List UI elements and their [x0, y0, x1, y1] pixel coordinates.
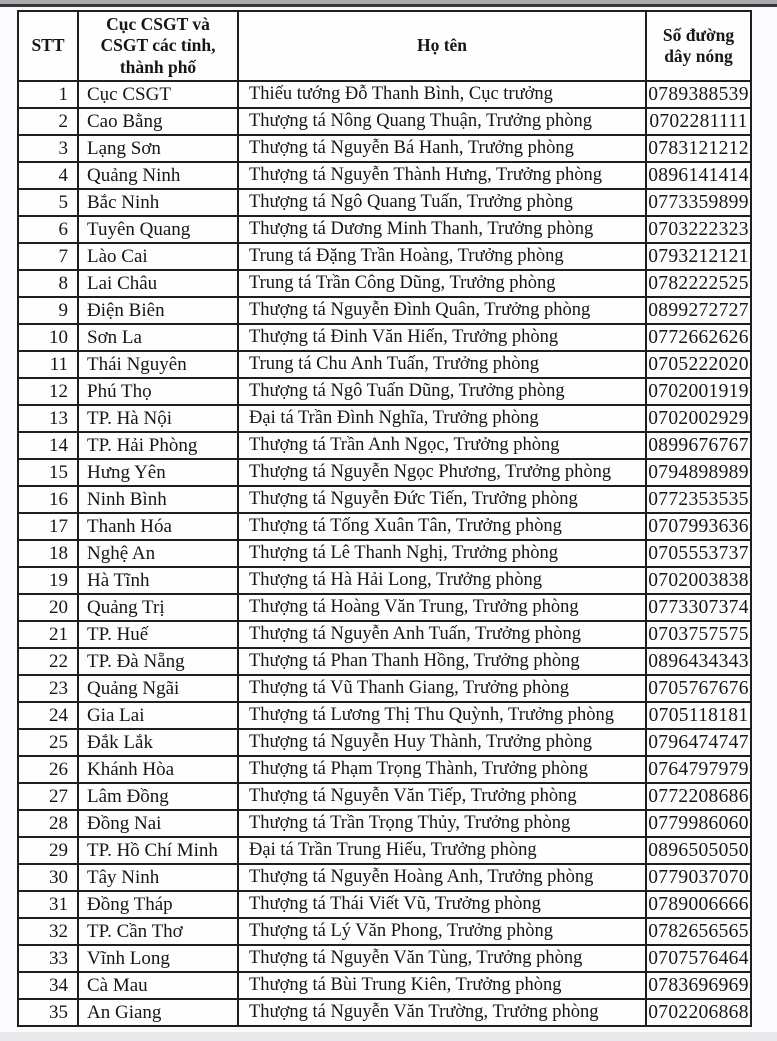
row-stt: 11 [18, 351, 78, 378]
row-unit: Lâm Đồng [78, 783, 238, 810]
table-row [18, 216, 751, 243]
row-name: Thượng tá Nguyễn Anh Tuấn, Trưởng phòng [238, 621, 646, 648]
row-hotline: 0772353535 [646, 486, 751, 513]
table-row [18, 540, 751, 567]
row-name: Thượng tá Nguyễn Văn Trường, Trưởng phòng [238, 999, 646, 1026]
row-stt: 35 [18, 999, 78, 1026]
table-row [18, 108, 751, 135]
row-unit: Thái Nguyên [78, 351, 238, 378]
table-row [18, 972, 751, 999]
header-name: Họ tên [238, 11, 646, 81]
row-name: Thượng tá Trần Trọng Thủy, Trưởng phòng [238, 810, 646, 837]
row-unit: Nghệ An [78, 540, 238, 567]
row-hotline: 0789006666 [646, 891, 751, 918]
row-stt: 2 [18, 108, 78, 135]
row-name: Thượng tá Ngô Quang Tuấn, Trưởng phòng [238, 189, 646, 216]
table-row [18, 405, 751, 432]
row-hotline: 0702001919 [646, 378, 751, 405]
row-hotline: 0705222020 [646, 351, 751, 378]
row-unit: Cao Bằng [78, 108, 238, 135]
row-name: Thượng tá Đinh Văn Hiến, Trưởng phòng [238, 324, 646, 351]
row-hotline: 0782656565 [646, 918, 751, 945]
row-stt: 15 [18, 459, 78, 486]
row-unit: Tây Ninh [78, 864, 238, 891]
table-row [18, 810, 751, 837]
table-row [18, 837, 751, 864]
row-stt: 34 [18, 972, 78, 999]
row-name: Thượng tá Bùi Trung Kiên, Trưởng phòng [238, 972, 646, 999]
row-hotline: 0896141414 [646, 162, 751, 189]
row-stt: 22 [18, 648, 78, 675]
table-row [18, 918, 751, 945]
row-hotline: 0772208686 [646, 783, 751, 810]
table-row [18, 513, 751, 540]
row-name: Thượng tá Nguyễn Hoàng Anh, Trưởng phòng [238, 864, 646, 891]
row-name: Thiếu tướng Đỗ Thanh Bình, Cục trưởng [238, 81, 646, 108]
row-stt: 27 [18, 783, 78, 810]
table-row [18, 162, 751, 189]
row-unit: Thanh Hóa [78, 513, 238, 540]
row-unit: Gia Lai [78, 702, 238, 729]
row-unit: Tuyên Quang [78, 216, 238, 243]
table-row [18, 459, 751, 486]
row-unit: Quảng Ninh [78, 162, 238, 189]
table-header-row [18, 11, 751, 81]
table-row [18, 783, 751, 810]
row-stt: 24 [18, 702, 78, 729]
row-hotline: 0789388539 [646, 81, 751, 108]
row-name: Thượng tá Nguyễn Ngọc Phương, Trưởng phòng [238, 459, 646, 486]
row-unit: Đắk Lắk [78, 729, 238, 756]
row-stt: 33 [18, 945, 78, 972]
row-name: Thượng tá Nguyễn Huy Thành, Trưởng phòng [238, 729, 646, 756]
row-hotline: 0896434343 [646, 648, 751, 675]
row-stt: 9 [18, 297, 78, 324]
row-name: Thượng tá Lý Văn Phong, Trưởng phòng [238, 918, 646, 945]
table-row [18, 324, 751, 351]
row-hotline: 0707993636 [646, 513, 751, 540]
row-name: Thượng tá Hoàng Văn Trung, Trưởng phòng [238, 594, 646, 621]
row-stt: 23 [18, 675, 78, 702]
row-hotline: 0764797979 [646, 756, 751, 783]
row-name: Thượng tá Thái Viết Vũ, Trưởng phòng [238, 891, 646, 918]
table-row [18, 675, 751, 702]
row-hotline: 0773359899 [646, 189, 751, 216]
table-row [18, 486, 751, 513]
row-name: Thượng tá Nguyễn Văn Tiếp, Trưởng phòng [238, 783, 646, 810]
row-name: Trung tá Trần Công Dũng, Trưởng phòng [238, 270, 646, 297]
row-hotline: 0772662626 [646, 324, 751, 351]
row-hotline: 0782222525 [646, 270, 751, 297]
table-row [18, 135, 751, 162]
row-hotline: 0779037070 [646, 864, 751, 891]
row-hotline: 0896505050 [646, 837, 751, 864]
row-hotline: 0899676767 [646, 432, 751, 459]
row-name: Thượng tá Nông Quang Thuận, Trưởng phòng [238, 108, 646, 135]
row-stt: 19 [18, 567, 78, 594]
row-stt: 18 [18, 540, 78, 567]
table-body [18, 81, 751, 1026]
table-row [18, 648, 751, 675]
row-unit: Lai Châu [78, 270, 238, 297]
row-stt: 30 [18, 864, 78, 891]
row-hotline: 0899272727 [646, 297, 751, 324]
row-unit: Hà Tĩnh [78, 567, 238, 594]
row-hotline: 0702206868 [646, 999, 751, 1026]
row-unit: Lạng Sơn [78, 135, 238, 162]
table-row [18, 351, 751, 378]
row-unit: TP. Hồ Chí Minh [78, 837, 238, 864]
row-hotline: 0773307374 [646, 594, 751, 621]
table-row [18, 270, 751, 297]
table-row [18, 594, 751, 621]
row-stt: 20 [18, 594, 78, 621]
row-name: Thượng tá Lương Thị Thu Quỳnh, Trưởng phòng [238, 702, 646, 729]
row-stt: 29 [18, 837, 78, 864]
row-stt: 26 [18, 756, 78, 783]
row-name: Thượng tá Phan Thanh Hồng, Trưởng phòng [238, 648, 646, 675]
row-unit: Quảng Ngãi [78, 675, 238, 702]
row-hotline: 0796474747 [646, 729, 751, 756]
row-unit: TP. Hải Phòng [78, 432, 238, 459]
row-unit: TP. Cần Thơ [78, 918, 238, 945]
row-stt: 13 [18, 405, 78, 432]
row-unit: Hưng Yên [78, 459, 238, 486]
row-name: Thượng tá Tống Xuân Tân, Trưởng phòng [238, 513, 646, 540]
row-hotline: 0705553737 [646, 540, 751, 567]
table-row [18, 621, 751, 648]
row-name: Thượng tá Nguyễn Đức Tiến, Trưởng phòng [238, 486, 646, 513]
row-hotline: 0702281111 [646, 108, 751, 135]
row-stt: 6 [18, 216, 78, 243]
table-row [18, 189, 751, 216]
row-name: Trung tá Chu Anh Tuấn, Trưởng phòng [238, 351, 646, 378]
row-name: Trung tá Đặng Trần Hoàng, Trưởng phòng [238, 243, 646, 270]
row-name: Thượng tá Vũ Thanh Giang, Trưởng phòng [238, 675, 646, 702]
scan-edge-bottom [0, 1032, 777, 1041]
row-stt: 16 [18, 486, 78, 513]
row-unit: Ninh Bình [78, 486, 238, 513]
scan-edge-top-dark [0, 4, 777, 7]
row-name: Thượng tá Nguyễn Thành Hưng, Trưởng phòng [238, 162, 646, 189]
table-row [18, 432, 751, 459]
row-name: Thượng tá Nguyễn Bá Hanh, Trưởng phòng [238, 135, 646, 162]
row-unit: Phú Thọ [78, 378, 238, 405]
row-unit: An Giang [78, 999, 238, 1026]
row-unit: TP. Huế [78, 621, 238, 648]
row-hotline: 0779986060 [646, 810, 751, 837]
row-hotline: 0705118181 [646, 702, 751, 729]
row-hotline: 0793212121 [646, 243, 751, 270]
row-hotline: 0702002929 [646, 405, 751, 432]
row-stt: 17 [18, 513, 78, 540]
row-name: Thượng tá Dương Minh Thanh, Trưởng phòng [238, 216, 646, 243]
row-hotline: 0702003838 [646, 567, 751, 594]
row-name: Thượng tá Lê Thanh Nghị, Trưởng phòng [238, 540, 646, 567]
header-hotline: Số đường dây nóng [646, 11, 751, 81]
row-stt: 1 [18, 81, 78, 108]
row-stt: 28 [18, 810, 78, 837]
hotline-table [17, 10, 752, 1027]
row-stt: 25 [18, 729, 78, 756]
row-stt: 14 [18, 432, 78, 459]
row-hotline: 0707576464 [646, 945, 751, 972]
table-row [18, 297, 751, 324]
row-stt: 31 [18, 891, 78, 918]
row-unit: Đồng Nai [78, 810, 238, 837]
table-row [18, 567, 751, 594]
row-unit: Vĩnh Long [78, 945, 238, 972]
row-name: Thượng tá Hà Hải Long, Trưởng phòng [238, 567, 646, 594]
row-stt: 12 [18, 378, 78, 405]
table-row [18, 891, 751, 918]
row-unit: Quảng Trị [78, 594, 238, 621]
row-stt: 7 [18, 243, 78, 270]
row-hotline: 0783121212 [646, 135, 751, 162]
row-stt: 4 [18, 162, 78, 189]
row-hotline: 0703757575 [646, 621, 751, 648]
table-row [18, 945, 751, 972]
row-unit: Bắc Ninh [78, 189, 238, 216]
row-name: Đại tá Trần Trung Hiếu, Trưởng phòng [238, 837, 646, 864]
row-name: Thượng tá Nguyễn Đình Quân, Trưởng phòng [238, 297, 646, 324]
row-unit: Điện Biên [78, 297, 238, 324]
row-hotline: 0703222323 [646, 216, 751, 243]
table-row [18, 756, 751, 783]
row-name: Thượng tá Trần Anh Ngọc, Trưởng phòng [238, 432, 646, 459]
row-hotline: 0794898989 [646, 459, 751, 486]
row-stt: 8 [18, 270, 78, 297]
row-stt: 32 [18, 918, 78, 945]
row-hotline: 0705767676 [646, 675, 751, 702]
row-stt: 3 [18, 135, 78, 162]
table-row [18, 864, 751, 891]
row-unit: Sơn La [78, 324, 238, 351]
row-unit: Lào Cai [78, 243, 238, 270]
row-hotline: 0783696969 [646, 972, 751, 999]
header-stt: STT [18, 11, 78, 81]
row-name: Thượng tá Ngô Tuấn Dũng, Trưởng phòng [238, 378, 646, 405]
table-row [18, 729, 751, 756]
table-row [18, 378, 751, 405]
row-stt: 5 [18, 189, 78, 216]
scan-edge-top [0, 0, 777, 8]
row-unit: Khánh Hòa [78, 756, 238, 783]
header-unit: Cục CSGT và CSGT các tỉnh, thành phố [78, 11, 238, 81]
table-header [18, 11, 751, 81]
row-name: Thượng tá Nguyễn Văn Tùng, Trưởng phòng [238, 945, 646, 972]
row-unit: Đồng Tháp [78, 891, 238, 918]
row-stt: 21 [18, 621, 78, 648]
row-name: Đại tá Trần Đình Nghĩa, Trưởng phòng [238, 405, 646, 432]
table-row [18, 702, 751, 729]
table-row [18, 243, 751, 270]
row-unit: Cà Mau [78, 972, 238, 999]
row-name: Thượng tá Phạm Trọng Thành, Trưởng phòng [238, 756, 646, 783]
row-unit: TP. Hà Nội [78, 405, 238, 432]
row-unit: TP. Đà Nẵng [78, 648, 238, 675]
table-row [18, 999, 751, 1026]
table-row [18, 81, 751, 108]
row-unit: Cục CSGT [78, 81, 238, 108]
row-stt: 10 [18, 324, 78, 351]
